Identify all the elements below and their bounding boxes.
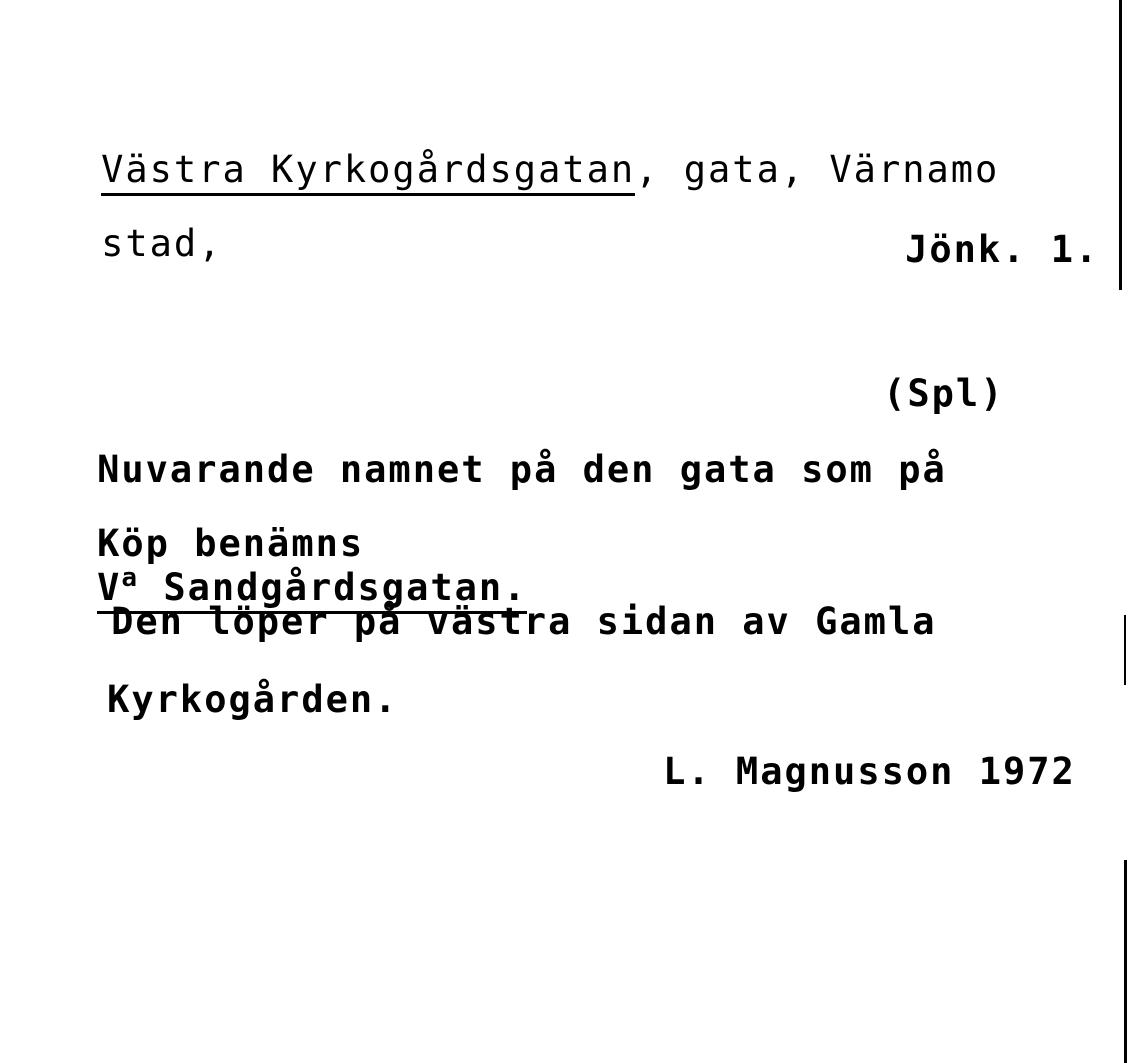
- card-edge-line-top: [1119, 0, 1122, 290]
- county-code: Jönk. 1.: [905, 228, 1100, 271]
- card-edge-line-middle: [1124, 615, 1126, 685]
- location-line-right: [808, 184, 1099, 316]
- signature-line: [566, 706, 1076, 838]
- location-line-left: [4, 178, 223, 310]
- location-stad: stad,: [101, 222, 223, 265]
- old-street-name-superscript: a: [121, 563, 140, 593]
- signature: L. Magnusson 1972: [663, 750, 1076, 793]
- street-name: Västra Kyrkogårdsgatan: [101, 148, 635, 196]
- source-abbreviation: (Spl): [883, 372, 1005, 415]
- body-line-4: [10, 634, 398, 766]
- old-street-name-v: V: [97, 566, 122, 609]
- body-text-3: Den löper på västra sidan av Gamla: [111, 600, 937, 643]
- heading-rest: , gata, Värnamo: [635, 148, 1000, 191]
- body-text-2-prefix: Köp benämns: [97, 522, 365, 565]
- body-text-4: Kyrkogården.: [107, 678, 399, 721]
- old-street-name-rest: Sandgårdsgatan.: [139, 566, 528, 609]
- card-edge-line-bottom: [1124, 860, 1127, 1063]
- body-text-1: Nuvarande namnet på den gata som på: [97, 448, 947, 491]
